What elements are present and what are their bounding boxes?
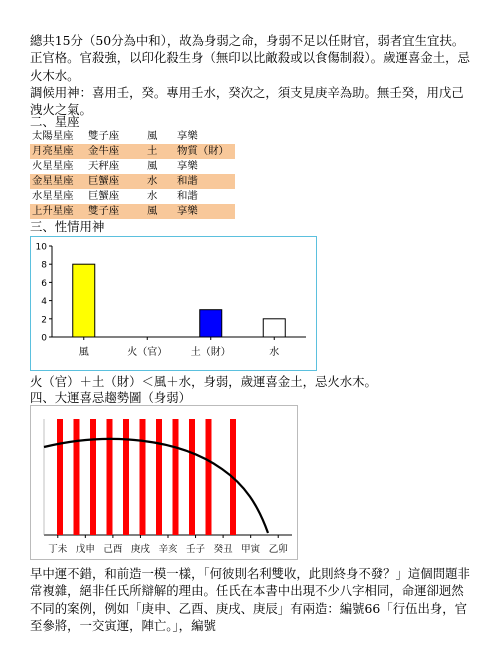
star-row xyxy=(30,159,235,174)
x-tick-label: 乙卯 xyxy=(268,544,288,555)
star-planet: 上升星座 xyxy=(30,204,86,219)
star-element: 風 xyxy=(145,204,175,219)
star-planet: 火星星座 xyxy=(32,160,74,172)
star-row xyxy=(30,144,235,159)
star-row xyxy=(30,129,235,144)
star-planet: 月亮星座 xyxy=(30,144,86,159)
star-sign: 天秤座 xyxy=(88,160,120,172)
y-tick-label: 8 xyxy=(41,260,47,271)
intro-paragraph-2: 調候用神：喜用壬，癸。專用壬水，癸次之，須支見庚辛為助。無壬癸，用戊己洩火之氣。 xyxy=(30,85,464,118)
star-sign: 金牛座 xyxy=(86,144,145,159)
red-bar-8 xyxy=(189,419,195,535)
red-bar-1 xyxy=(74,419,80,535)
red-bar-2 xyxy=(90,419,96,535)
star-element: 水 xyxy=(147,190,158,202)
star-trait: 享樂 xyxy=(177,130,198,142)
star-planet: 太陽星座 xyxy=(32,130,74,142)
star-planet: 金星星座 xyxy=(30,174,86,189)
x-tick-label: 己酉 xyxy=(103,544,123,555)
luck-trend-chart xyxy=(30,405,298,560)
star-planet: 水星星座 xyxy=(32,190,74,202)
summary-line: 火（官）＋土（財）＜風＋水，身弱，歲運喜金土，忌火水木。 xyxy=(30,374,377,389)
intro-paragraph-1: 總共15分（50分為中和），故為身弱之命，身弱不足以任財官，弱者宜生宜扶。正官格。官殺強，以印化殺生身（無印以比敵殺或以食傷制殺）。歲運喜金土，忌火木水。 xyxy=(30,33,470,83)
star-sign: 雙子座 xyxy=(88,130,120,142)
bar-3 xyxy=(263,319,285,337)
star-sign: 巨蟹座 xyxy=(88,190,120,202)
x-tick-label: 庚戌 xyxy=(130,544,150,555)
red-bar-0 xyxy=(57,419,63,535)
star-sign-table xyxy=(30,129,235,219)
star-row xyxy=(30,204,235,219)
star-element: 風 xyxy=(147,130,158,142)
y-tick-label: 4 xyxy=(41,297,47,308)
star-element: 水 xyxy=(145,174,175,189)
y-tick-label: 6 xyxy=(41,278,47,289)
x-tick-label: 壬子 xyxy=(186,544,206,555)
star-trait: 享樂 xyxy=(175,204,235,219)
x-tick-label: 水 xyxy=(269,347,280,358)
star-element: 土 xyxy=(145,144,175,159)
star-trait: 和諧 xyxy=(175,174,235,189)
x-tick-label: 辛亥 xyxy=(158,544,178,555)
y-tick-label: 10 xyxy=(35,242,47,253)
closing-paragraph: 早中運不錯，和前造一模一樣，「何彼則名利雙收，此則終身不發？」這個問題非常複雜，絕非任氏所辯解的理由。任氏在本書中出現不少八字相同，命運卻迥然不同的案例，例如「庚申、乙酉、庚戌、庚辰」有兩造：編號66「行伍出身，官至參將，一交寅運，陣亡。」，編號 xyxy=(30,566,470,634)
x-tick-label: 丁未 xyxy=(48,544,68,555)
bar-2 xyxy=(200,310,222,337)
red-bar-3 xyxy=(107,419,113,535)
temperament-bar-chart xyxy=(30,236,317,371)
star-row xyxy=(30,174,235,189)
red-bar-4 xyxy=(123,419,129,535)
bar-0 xyxy=(73,264,95,337)
x-tick-label: 風 xyxy=(78,347,89,358)
red-bar-7 xyxy=(173,419,179,535)
red-bar-5 xyxy=(140,419,146,535)
star-trait: 享樂 xyxy=(177,160,198,172)
chart-frame xyxy=(31,406,298,560)
red-bar-9 xyxy=(206,419,212,535)
section-2-heading: 二、星座 xyxy=(30,114,80,129)
star-element: 風 xyxy=(147,160,158,172)
y-tick-label: 0 xyxy=(41,333,47,344)
x-tick-label: 戊申 xyxy=(75,544,95,555)
x-tick-label: 火（官） xyxy=(127,347,168,358)
section-4-heading: 四、大運喜忌趨勢圖（身弱） xyxy=(30,390,192,405)
star-sign: 雙子座 xyxy=(86,204,145,219)
x-tick-label: 土（財） xyxy=(190,347,231,358)
x-tick-label: 癸丑 xyxy=(213,544,233,555)
star-trait: 和諧 xyxy=(177,190,198,202)
star-row xyxy=(30,189,235,204)
star-trait: 物質（財） xyxy=(175,144,235,159)
y-tick-label: 2 xyxy=(41,315,47,326)
section-3-heading: 三、性情用神 xyxy=(30,219,105,234)
star-sign: 巨蟹座 xyxy=(86,174,145,189)
red-bar-6 xyxy=(156,419,162,535)
x-tick-label: 甲寅 xyxy=(241,544,261,555)
